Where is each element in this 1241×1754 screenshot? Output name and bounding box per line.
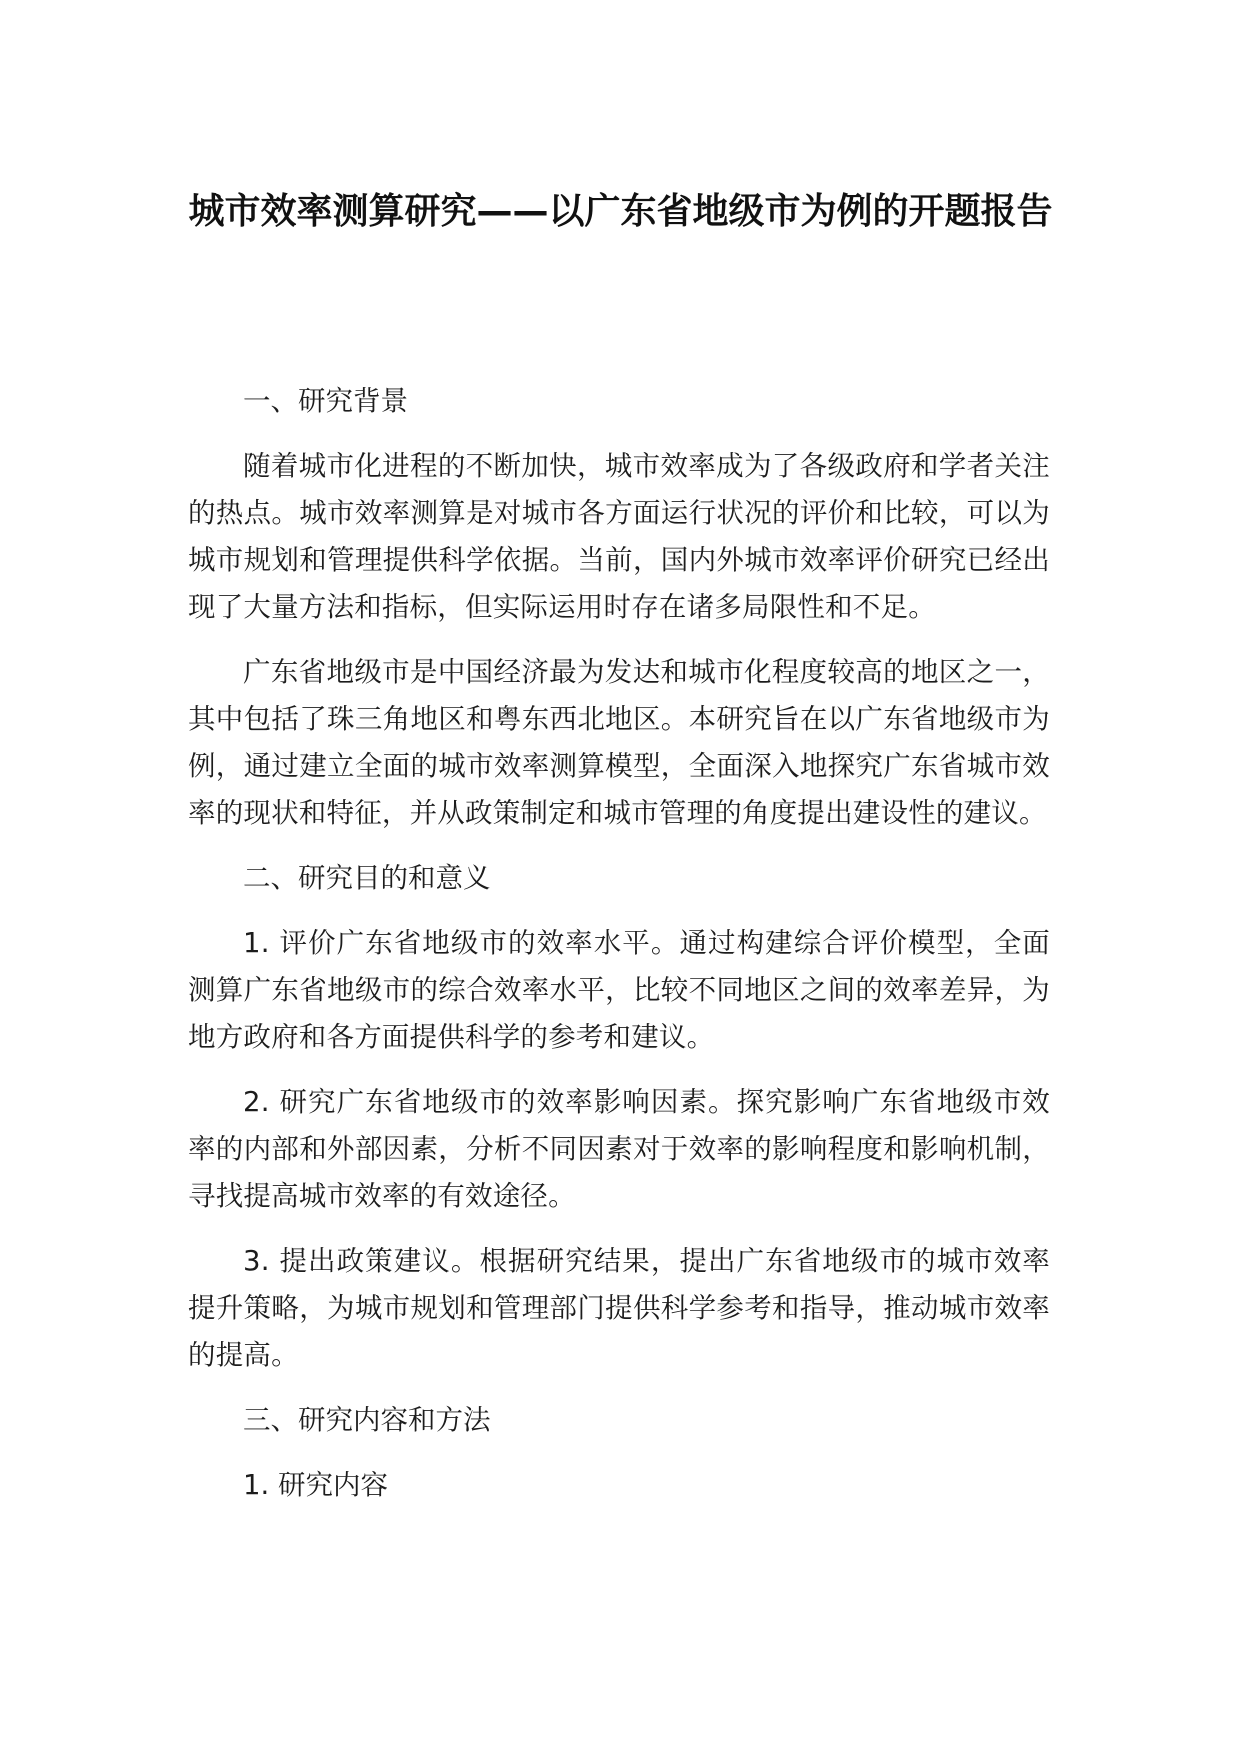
paragraph-purpose-3: 3. 提出政策建议。根据研究结果，提出广东省地级市的城市效率提升策略，为城市规划和管理部门提供科学参考和指导，推动城市效率的提高。: [188, 1245, 1050, 1371]
paragraph-background-1: 随着城市化进程的不断加快，城市效率成为了各级政府和学者关注的热点。城市效率测算是对城市各方面运行状况的评价和比较，可以为城市规划和管理提供科学依据。当前，国内外城市效率评价研究已经出现了大量方法和指标，但实际运用时存在诸多局限性和不足。: [188, 450, 1050, 623]
section-heading-content-method: 三、研究内容和方法: [243, 1404, 491, 1436]
subheading-research-content: 1. 研究内容: [243, 1469, 388, 1501]
paragraph-purpose-2: 2. 研究广东省地级市的效率影响因素。探究影响广东省地级市效率的内部和外部因素，分析不同因素对于效率的影响程度和影响机制，寻找提高城市效率的有效途径。: [188, 1086, 1050, 1212]
document-title: 城市效率测算研究——以广东省地级市为例的开题报告: [188, 191, 1053, 232]
section-heading-background: 一、研究背景: [243, 385, 408, 417]
paragraph-background-2: 广东省地级市是中国经济最为发达和城市化程度较高的地区之一，其中包括了珠三角地区和粤东西北地区。本研究旨在以广东省地级市为例，通过建立全面的城市效率测算模型，全面深入地探究广东省城市效率的现状和特征，并从政策制定和城市管理的角度提出建设性的建议。: [188, 656, 1050, 829]
document-body: [188, 378, 1050, 1527]
paragraph-purpose-1: 1. 评价广东省地级市的效率水平。通过构建综合评价模型，全面测算广东省地级市的综合效率水平，比较不同地区之间的效率差异，为地方政府和各方面提供科学的参考和建议。: [188, 927, 1050, 1053]
section-heading-purpose: 二、研究目的和意义: [243, 862, 491, 894]
